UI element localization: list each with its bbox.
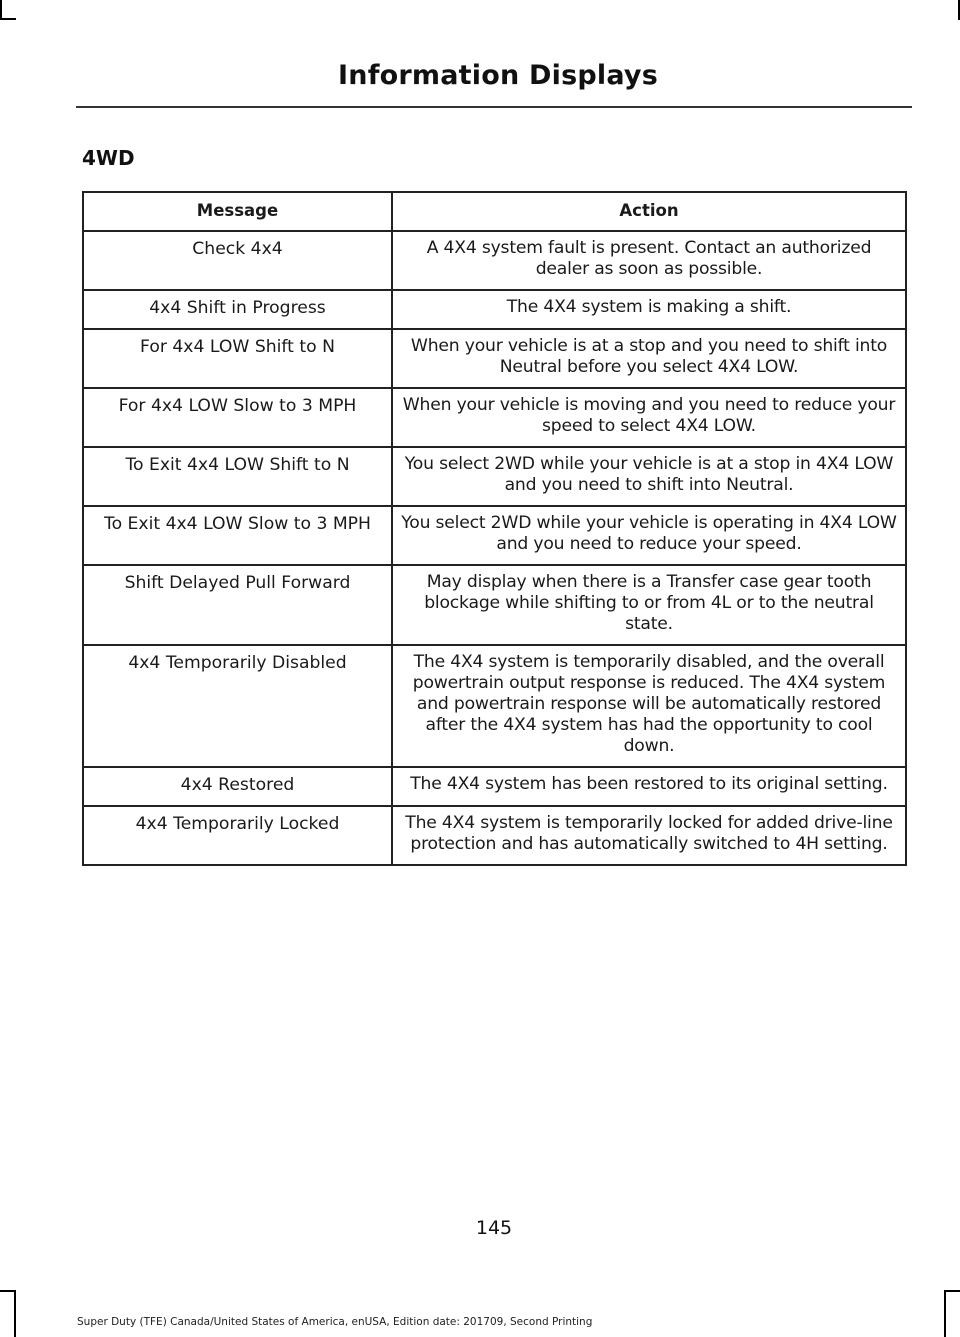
action-cell: You select 2WD while your vehicle is at a stop in 4X4 LOW and you need to shift into Neutral. [392, 447, 906, 506]
table-row [83, 806, 906, 865]
message-cell: 4x4 Temporarily Disabled [83, 645, 392, 767]
message-cell: 4x4 Shift in Progress [83, 290, 392, 329]
message-table [82, 191, 907, 866]
action-cell: May display when there is a Transfer case gear tooth blockage while shifting to or from 4L or to the neutral state. [392, 565, 906, 645]
crop-mark-top-left-h [0, 18, 16, 20]
column-header-message: Message [83, 192, 392, 231]
action-cell: You select 2WD while your vehicle is operating in 4X4 LOW and you need to reduce your speed. [392, 506, 906, 565]
table-header-row [83, 192, 906, 231]
section-title: 4WD [82, 146, 135, 170]
action-cell: The 4X4 system has been restored to its original setting. [392, 767, 906, 806]
action-cell: The 4X4 system is temporarily locked for added drive-line protection and has automatically switched to 4H setting. [392, 806, 906, 865]
action-cell: A 4X4 system fault is present. Contact an authorized dealer as soon as possible. [392, 231, 906, 290]
message-cell: Check 4x4 [83, 231, 392, 290]
message-cell: For 4x4 LOW Shift to N [83, 329, 392, 388]
column-header-action: Action [392, 192, 906, 231]
table-row [83, 645, 906, 767]
footer-edition-text: Super Duty (TFE) Canada/United States of America, enUSA, Edition date: 201709, Second Printing [77, 1316, 593, 1328]
table-row [83, 447, 906, 506]
message-cell: 4x4 Restored [83, 767, 392, 806]
message-cell: To Exit 4x4 LOW Slow to 3 MPH [83, 506, 392, 565]
header-divider [76, 106, 912, 108]
crop-mark-top-left [0, 0, 2, 20]
page-header-title: Information Displays [338, 60, 658, 91]
page-number: 145 [475, 1217, 513, 1239]
table-row [83, 565, 906, 645]
message-cell: 4x4 Temporarily Locked [83, 806, 392, 865]
table-row [83, 231, 906, 290]
crop-mark-bottom-right-v [944, 1290, 946, 1337]
message-cell: To Exit 4x4 LOW Shift to N [83, 447, 392, 506]
crop-mark-bottom-left-v [14, 1290, 16, 1337]
message-cell: Shift Delayed Pull Forward [83, 565, 392, 645]
table-row [83, 290, 906, 329]
table-row [83, 329, 906, 388]
message-cell: For 4x4 LOW Slow to 3 MPH [83, 388, 392, 447]
table-row [83, 506, 906, 565]
action-cell: The 4X4 system is making a shift. [392, 290, 906, 329]
table-row [83, 388, 906, 447]
action-cell: When your vehicle is at a stop and you need to shift into Neutral before you select 4X4 LOW. [392, 329, 906, 388]
table-row [83, 767, 906, 806]
action-cell: The 4X4 system is temporarily disabled, and the overall powertrain output response is reduced. The 4X4 system and powertrain response will be automatically restored after the 4X4 system has had the opportunity to cool down. [392, 645, 906, 767]
crop-mark-bottom-right [944, 1290, 960, 1292]
action-cell: When your vehicle is moving and you need to reduce your speed to select 4X4 LOW. [392, 388, 906, 447]
